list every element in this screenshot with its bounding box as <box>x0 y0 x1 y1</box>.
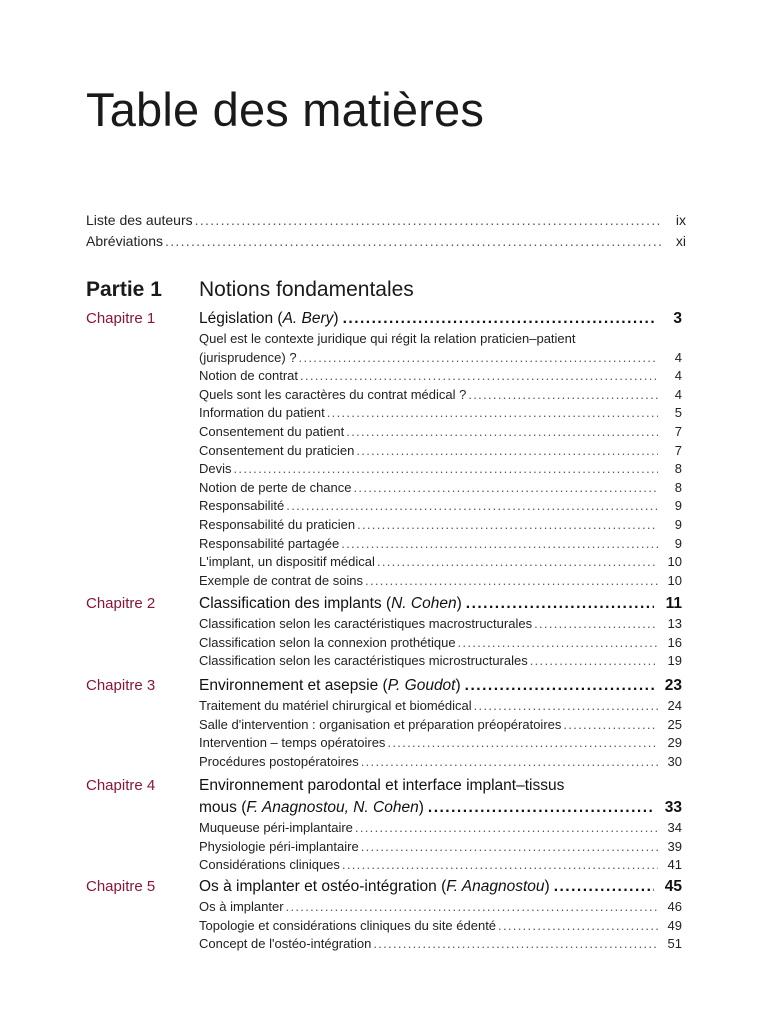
chapter-items <box>199 615 682 671</box>
list-item[interactable] <box>199 634 682 653</box>
entry-text: Consentement du patient <box>199 423 345 439</box>
chapter-title-line1: Environnement parodontal et interface implant–tissus <box>199 777 565 794</box>
list-item[interactable] <box>199 460 682 479</box>
list-item[interactable] <box>199 442 682 461</box>
chapter-title-close: ) <box>418 799 424 816</box>
dot-leader <box>365 572 658 591</box>
chapter-title[interactable] <box>199 876 682 898</box>
chapter-author: A. Bery <box>282 310 334 327</box>
dot-leader <box>373 935 658 954</box>
entry-page: 39 <box>667 838 682 854</box>
entry-text: Notion de contrat <box>199 368 299 384</box>
chapter-items <box>199 697 682 771</box>
list-item[interactable] <box>199 516 682 535</box>
entry-text: Devis <box>199 461 232 477</box>
dot-leader <box>355 819 658 838</box>
entry-page: 51 <box>667 936 682 952</box>
dot-leader <box>341 535 658 554</box>
dot-leader <box>361 753 658 772</box>
chapter-items <box>199 819 682 875</box>
list-item-continued[interactable] <box>199 349 682 368</box>
entry-text: Salle d'intervention : organisation et préparation préopératoires <box>199 716 562 732</box>
entry-page: ix <box>675 212 686 228</box>
entry-page: 10 <box>667 572 682 588</box>
entry-page: 8 <box>674 461 682 477</box>
dot-leader <box>286 898 658 917</box>
dot-leader <box>357 516 658 535</box>
entry-page: 10 <box>667 554 682 570</box>
dot-leader <box>468 386 658 405</box>
entry-text: Liste des auteurs <box>86 212 193 228</box>
chapter-label: Chapitre 4 <box>86 777 156 794</box>
dot-leader <box>356 442 658 461</box>
entry-page: 41 <box>667 857 682 873</box>
entry-text: Classification selon les caractéristiques microstructurales <box>199 653 528 669</box>
page-title: Table des matières <box>86 83 485 136</box>
dot-leader <box>286 497 658 516</box>
list-item[interactable] <box>199 367 682 386</box>
chapter-page: 11 <box>665 595 682 612</box>
entry-text: Classification selon la connexion prothétique <box>199 634 456 650</box>
list-item[interactable] <box>199 386 682 405</box>
dot-leader <box>342 856 658 875</box>
entry-text: Responsabilité <box>199 498 285 514</box>
dot-leader <box>234 460 658 479</box>
dot-leader <box>377 553 658 572</box>
dot-leader <box>361 838 658 857</box>
part-name: Notions fondamentales <box>199 278 414 301</box>
chapter-title[interactable] <box>199 675 682 697</box>
entry-page: 46 <box>667 899 682 914</box>
list-item[interactable] <box>199 753 682 772</box>
entry-text: Os à implanter <box>199 899 284 914</box>
list-item[interactable] <box>199 479 682 498</box>
chapter-title-text: Os à implanter et ostéo-intégration ( <box>199 878 447 895</box>
entry-text: Information du patient <box>199 405 325 421</box>
entry-text: Procédures postopératoires <box>199 753 359 769</box>
list-item[interactable] <box>199 572 682 591</box>
dot-leader <box>343 308 654 330</box>
dot-leader <box>300 367 658 386</box>
dot-leader <box>195 210 662 231</box>
entry-text: Intervention – temps opératoires <box>199 735 386 751</box>
list-item[interactable] <box>199 697 682 716</box>
entry-text: Topologie et considérations cliniques du site édenté <box>199 917 497 933</box>
dot-leader <box>299 349 658 368</box>
dot-leader <box>498 917 658 936</box>
chapter-title[interactable] <box>199 775 682 819</box>
chapter-label: Chapitre 3 <box>86 677 156 694</box>
entry-text: Quel est le contexte juridique qui régit la relation praticien–patient <box>199 331 576 346</box>
dot-leader <box>387 734 658 753</box>
entry-text: Considérations cliniques <box>199 857 340 873</box>
entry-text: Abréviations <box>86 233 164 249</box>
list-item[interactable] <box>199 553 682 572</box>
entry-page: 9 <box>674 516 682 532</box>
entry-page: 34 <box>667 820 682 835</box>
entry-text: Responsabilité partagée <box>199 535 340 551</box>
dot-leader <box>474 697 658 716</box>
list-item[interactable] <box>199 615 682 634</box>
dot-leader <box>428 797 654 819</box>
entry-page: 24 <box>667 698 682 713</box>
chapter-items <box>199 330 682 590</box>
chapter-title-close: ) <box>544 878 550 895</box>
list-item[interactable] <box>199 734 682 753</box>
list-item[interactable] <box>199 856 682 875</box>
chapter-title-close: ) <box>455 677 461 694</box>
chapter-page: 45 <box>664 878 682 895</box>
entry-page: 16 <box>667 634 682 650</box>
entry-page: 9 <box>674 498 682 514</box>
chapter-title[interactable] <box>199 593 682 615</box>
toc-entry-abbreviations[interactable] <box>86 231 686 252</box>
list-item[interactable] <box>199 330 682 349</box>
dot-leader <box>530 652 658 671</box>
list-item[interactable] <box>199 652 682 671</box>
entry-text: (jurisprudence) ? <box>199 349 297 365</box>
dot-leader <box>466 593 654 615</box>
entry-text: Exemple de contrat de soins <box>199 572 364 588</box>
dot-leader <box>327 404 658 423</box>
dot-leader <box>346 423 658 442</box>
entry-text: Physiologie péri-implantaire <box>199 838 359 854</box>
list-item[interactable] <box>199 716 682 735</box>
list-item[interactable] <box>199 917 682 936</box>
entry-text: Classification selon les caractéristiques macrostructurales <box>199 616 533 631</box>
chapter-label: Chapitre 2 <box>86 595 156 612</box>
list-item[interactable] <box>199 535 682 554</box>
chapter-label: Chapitre 1 <box>86 310 156 327</box>
chapter-page: 23 <box>664 677 682 694</box>
chapter-author: P. Goudot <box>387 677 456 694</box>
dot-leader <box>354 479 659 498</box>
chapter-label: Chapitre 5 <box>86 878 156 895</box>
chapter-title-close: ) <box>456 595 462 612</box>
chapter-title-text: mous ( <box>199 799 247 816</box>
list-item[interactable] <box>199 935 682 954</box>
entry-text: Quels sont les caractères du contrat médical ? <box>199 386 467 402</box>
chapter-page: 3 <box>673 310 682 327</box>
entry-page: 29 <box>667 735 682 751</box>
entry-page: 7 <box>674 442 682 458</box>
list-item[interactable] <box>199 423 682 442</box>
entry-text: Concept de l'ostéo-intégration <box>199 936 372 952</box>
chapter-author: F. Anagnostou, N. Cohen <box>246 799 419 816</box>
list-item[interactable] <box>199 898 682 917</box>
entry-text: Responsabilité du praticien <box>199 516 356 532</box>
chapter-title-close: ) <box>333 310 339 327</box>
list-item[interactable] <box>199 819 682 838</box>
part-number: Partie 1 <box>86 278 162 301</box>
chapter-author: N. Cohen <box>391 595 457 612</box>
entry-page: 7 <box>674 423 682 439</box>
entry-page: 4 <box>674 368 682 384</box>
dot-leader <box>165 231 662 252</box>
entry-page: 4 <box>674 349 682 365</box>
chapter-title-text: Législation ( <box>199 310 283 327</box>
entry-page: 4 <box>674 386 682 402</box>
entry-page: 49 <box>667 917 682 933</box>
list-item[interactable] <box>199 497 682 516</box>
entry-page: 30 <box>667 753 682 769</box>
entry-page: 19 <box>667 653 682 669</box>
entry-page: xi <box>675 233 686 249</box>
entry-text: Traitement du matériel chirurgical et biomédical <box>199 698 472 713</box>
chapter-author: F. Anagnostou <box>446 878 545 895</box>
chapter-items <box>199 898 682 954</box>
entry-page: 13 <box>667 616 682 631</box>
dot-leader <box>534 615 658 634</box>
dot-leader <box>465 675 654 697</box>
chapter-page: 33 <box>664 799 682 816</box>
entry-text: Notion de perte de chance <box>199 479 352 495</box>
entry-page: 5 <box>674 405 682 421</box>
chapter-title-text: Environnement et asepsie ( <box>199 677 388 694</box>
chapter-title-text: Classification des implants ( <box>199 595 392 612</box>
entry-text: Consentement du praticien <box>199 442 355 458</box>
dot-leader <box>563 716 658 735</box>
entry-page: 8 <box>674 479 682 495</box>
chapter-title[interactable] <box>199 308 682 330</box>
entry-page: 9 <box>674 535 682 551</box>
list-item[interactable] <box>199 404 682 423</box>
entry-text: L'implant, un dispositif médical <box>199 554 375 570</box>
entry-page: 25 <box>667 716 682 732</box>
front-matter <box>86 210 686 252</box>
list-item[interactable] <box>199 838 682 857</box>
toc-entry-authors[interactable] <box>86 210 686 231</box>
dot-leader <box>554 876 654 898</box>
entry-text: Muqueuse péri-implantaire <box>199 820 353 835</box>
dot-leader <box>458 634 658 653</box>
